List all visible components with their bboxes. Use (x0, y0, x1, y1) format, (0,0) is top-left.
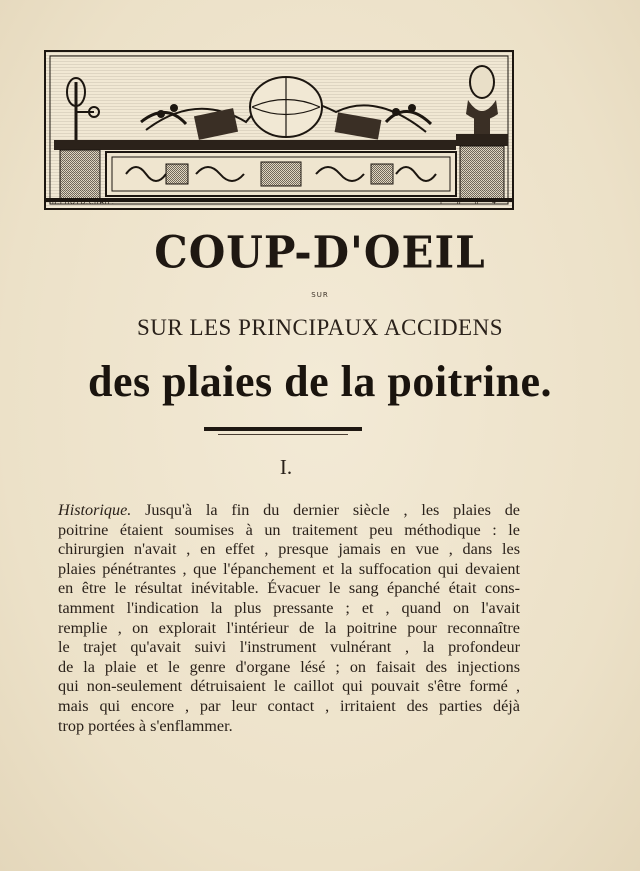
thin-rule (218, 434, 348, 435)
body-paragraph (58, 501, 520, 736)
engraver-caption: B.PHOTO.CHAIL. (52, 199, 115, 206)
text-line: plaies pénétrantes , que l'épanchement et la suffocation qui devaient (58, 559, 520, 578)
title-subtitle: SUR LES PRINCIPAUX ACCIDENS (136, 315, 504, 340)
engraved-headpiece (44, 50, 514, 210)
text-line: tamment l'indication la plus pressante ; et , quand on l'avait (58, 598, 520, 617)
text-line: qui non-seulement détruisaient le caillot qui pouvait s'être formé , (58, 677, 520, 696)
section-number: I. (279, 455, 293, 479)
text-line: en être le résultat inévitable. Évacuer le sang épanché était cons- (58, 579, 520, 598)
text-line: le trajet qu'avait suivi l'instrument vulnérant , la profondeur (58, 638, 520, 657)
headpiece-illustration (46, 52, 512, 208)
text-line: chirurgien n'avait , en effet , presque jamais en vue , dans les (58, 540, 520, 559)
lead-word: Historique. (58, 501, 132, 519)
text-line: poitrine étaient soumises à un traitement peu méthodique : le (58, 520, 520, 539)
title-sur: SUR (311, 291, 329, 299)
plate-date: 1 8 0 4 (439, 199, 502, 206)
text-line: mais qui encore , par leur contact , irritaient des parties déjà (58, 696, 520, 715)
title-big: des plaies de la poitrine. (87, 357, 553, 406)
text-line: remplie , on explorait l'intérieur de la poitrine pour reconnaître (58, 618, 520, 637)
text-line: trop portées à s'enflammer. (58, 716, 233, 735)
text-line: Historique. Jusqu'à la fin du dernier siècle , les plaies de (58, 501, 520, 519)
text-line: de la plaie et le genre d'organe lésé ; on faisait des injections (58, 657, 520, 676)
title-main: COUP-D'OEIL (154, 226, 486, 279)
thick-rule (204, 427, 362, 431)
